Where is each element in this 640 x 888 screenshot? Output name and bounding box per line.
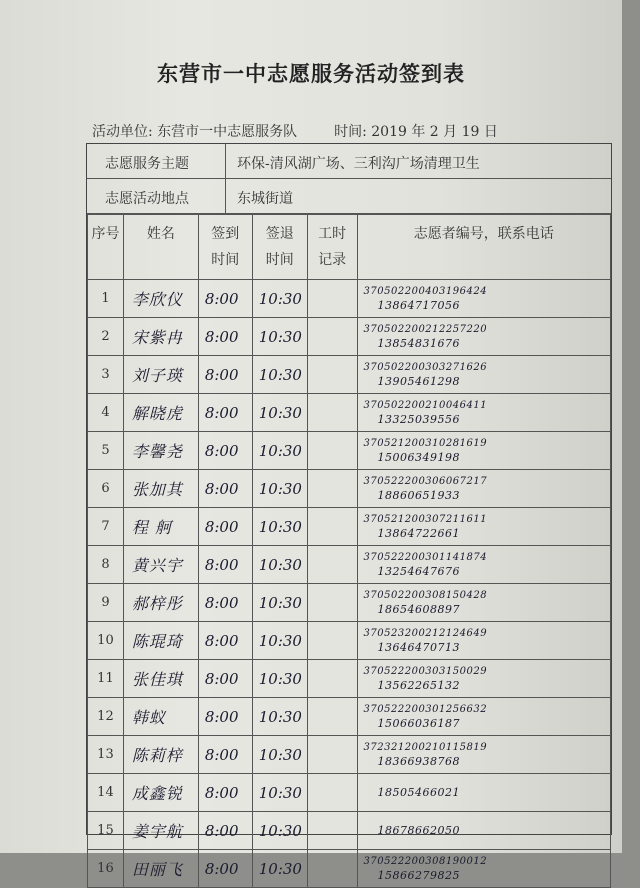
checkout-time: 10:30 xyxy=(258,479,302,498)
row-number: 4 xyxy=(88,394,124,432)
volunteer-id: 372321200210115819 xyxy=(363,741,488,753)
checkin-cell xyxy=(198,280,252,318)
volunteer-name: 李馨尧 xyxy=(131,442,183,461)
checkout-time: 10:30 xyxy=(258,327,302,346)
table-row xyxy=(88,432,611,470)
checkout-time: 10:30 xyxy=(258,365,302,384)
checkin-cell xyxy=(198,432,252,470)
checkin-time: 8:00 xyxy=(204,631,239,650)
col-checkout-line2: 时间 xyxy=(265,252,294,268)
name-cell xyxy=(123,280,198,318)
contact-cell xyxy=(357,850,610,888)
table-row xyxy=(88,850,611,888)
row-number: 10 xyxy=(88,622,124,660)
col-checkin-line1: 签到 xyxy=(211,226,240,242)
volunteer-name: 李欣仪 xyxy=(131,290,183,309)
place-label: 志愿活动地点 xyxy=(105,191,189,207)
checkin-cell xyxy=(198,584,252,622)
checkin-cell xyxy=(198,394,252,432)
table-row xyxy=(88,736,611,774)
checkin-cell xyxy=(198,812,252,850)
checkout-cell xyxy=(252,660,307,698)
checkout-cell xyxy=(252,622,307,660)
checkin-time: 8:00 xyxy=(204,745,239,764)
checkout-time: 10:30 xyxy=(258,289,302,308)
volunteer-name: 解晓虎 xyxy=(131,404,183,423)
phone-number: 15066036187 xyxy=(377,716,461,730)
checkin-cell xyxy=(198,508,252,546)
phone-number: 13254647676 xyxy=(377,564,461,578)
hours-cell xyxy=(307,660,357,698)
phone-number: 13646470713 xyxy=(377,640,461,654)
time-value: 2019 年 2 月 19 日 xyxy=(371,124,498,140)
phone-number: 13864722661 xyxy=(377,526,461,540)
unit-label: 活动单位: xyxy=(92,124,153,140)
contact-cell xyxy=(357,698,610,736)
checkout-time: 10:30 xyxy=(258,707,302,726)
row-number: 9 xyxy=(88,584,124,622)
name-cell xyxy=(123,660,198,698)
checkout-cell xyxy=(252,774,307,812)
phone-number: 18654608897 xyxy=(377,602,461,616)
volunteer-name: 黄兴宇 xyxy=(131,556,183,575)
volunteer-id: 370502200212257220 xyxy=(363,323,488,335)
col-hours-header xyxy=(307,215,357,280)
name-cell xyxy=(123,698,198,736)
checkin-cell xyxy=(198,736,252,774)
hours-cell xyxy=(307,508,357,546)
checkout-cell xyxy=(252,508,307,546)
table-row xyxy=(88,698,611,736)
hours-cell xyxy=(307,736,357,774)
table-row xyxy=(88,318,611,356)
name-cell xyxy=(123,546,198,584)
phone-number: 13854831676 xyxy=(377,336,461,350)
hours-cell xyxy=(307,318,357,356)
col-contact-header: 志愿者编号，联系电话 xyxy=(357,215,610,280)
contact-cell xyxy=(357,622,610,660)
checkout-cell xyxy=(252,812,307,850)
table-row xyxy=(88,356,611,394)
volunteer-id: 370523200212124649 xyxy=(363,627,488,639)
checkout-time: 10:30 xyxy=(258,631,302,650)
name-cell xyxy=(123,812,198,850)
checkout-cell xyxy=(252,470,307,508)
checkin-cell xyxy=(198,622,252,660)
table-row xyxy=(88,394,611,432)
checkout-time: 10:30 xyxy=(258,745,302,764)
hours-cell xyxy=(307,356,357,394)
document-title: 东营市一中志愿服务活动签到表 xyxy=(157,62,465,86)
phone-number: 18366938768 xyxy=(377,754,461,768)
time-label: 时间: xyxy=(334,124,367,140)
phone-number: 13325039556 xyxy=(377,412,461,426)
name-cell xyxy=(123,774,198,812)
checkout-cell xyxy=(252,546,307,584)
checkout-time: 10:30 xyxy=(258,669,302,688)
phone-number: 13864717056 xyxy=(377,298,461,312)
name-cell xyxy=(123,394,198,432)
checkin-time: 8:00 xyxy=(204,783,239,802)
checkin-time: 8:00 xyxy=(204,707,239,726)
hours-cell xyxy=(307,698,357,736)
row-number: 12 xyxy=(88,698,124,736)
row-number: 11 xyxy=(88,660,124,698)
checkout-cell xyxy=(252,356,307,394)
volunteer-id: 370522200301256632 xyxy=(363,703,488,715)
theme-label: 志愿服务主题 xyxy=(105,156,189,172)
phone-number: 15866279825 xyxy=(377,868,461,882)
volunteer-name: 张加其 xyxy=(131,480,183,499)
hours-cell xyxy=(307,812,357,850)
hours-cell xyxy=(307,432,357,470)
checkout-cell xyxy=(252,698,307,736)
phone-number: 15006349198 xyxy=(377,450,461,464)
contact-cell xyxy=(357,774,610,812)
checkout-time: 10:30 xyxy=(258,555,302,574)
volunteer-id: 370522200308190012 xyxy=(363,855,488,867)
phone-number: 13905461298 xyxy=(377,374,461,388)
col-checkin-line2: 时间 xyxy=(211,252,240,268)
row-number: 3 xyxy=(88,356,124,394)
contact-cell xyxy=(357,356,610,394)
name-cell xyxy=(123,356,198,394)
name-cell xyxy=(123,508,198,546)
signin-table xyxy=(87,214,611,888)
volunteer-id: 370502200210046411 xyxy=(363,399,488,411)
table-row xyxy=(88,660,611,698)
checkin-time: 8:00 xyxy=(204,441,239,460)
unit-value: 东营市一中志愿服务队 xyxy=(157,124,298,140)
signin-sheet xyxy=(86,143,612,882)
checkin-cell xyxy=(198,698,252,736)
name-cell xyxy=(123,318,198,356)
row-number: 6 xyxy=(88,470,124,508)
checkin-time: 8:00 xyxy=(204,859,239,878)
row-number: 2 xyxy=(88,318,124,356)
checkin-time: 8:00 xyxy=(204,289,239,308)
col-name-header: 姓名 xyxy=(123,215,198,280)
contact-cell xyxy=(357,546,610,584)
table-row xyxy=(88,774,611,812)
volunteer-name: 宋紫冉 xyxy=(131,328,183,347)
row-number: 16 xyxy=(88,850,124,888)
row-number: 13 xyxy=(88,736,124,774)
checkout-cell xyxy=(252,394,307,432)
checkout-time: 10:30 xyxy=(258,403,302,422)
checkin-time: 8:00 xyxy=(204,365,239,384)
checkin-cell xyxy=(198,318,252,356)
table-row xyxy=(88,812,611,850)
hours-cell xyxy=(307,774,357,812)
volunteer-id: 370502200308150428 xyxy=(363,589,488,601)
contact-cell xyxy=(357,660,610,698)
checkout-time: 10:30 xyxy=(258,517,302,536)
name-cell xyxy=(123,584,198,622)
volunteer-id: 370522200306067217 xyxy=(363,475,488,487)
checkout-time: 10:30 xyxy=(258,441,302,460)
volunteer-name: 陈琨琦 xyxy=(131,632,183,651)
checkin-cell xyxy=(198,850,252,888)
table-row xyxy=(88,508,611,546)
col-hours-line1: 工时 xyxy=(318,226,347,242)
checkout-cell xyxy=(252,736,307,774)
checkin-time: 8:00 xyxy=(204,821,239,840)
hours-cell xyxy=(307,584,357,622)
contact-cell xyxy=(357,584,610,622)
hours-cell xyxy=(307,470,357,508)
table-row xyxy=(88,584,611,622)
contact-cell xyxy=(357,508,610,546)
volunteer-name: 刘子瑛 xyxy=(131,366,183,385)
row-number: 5 xyxy=(88,432,124,470)
volunteer-id: 370521200307211611 xyxy=(363,513,488,525)
name-cell xyxy=(123,850,198,888)
checkin-cell xyxy=(198,774,252,812)
checkout-time: 10:30 xyxy=(258,783,302,802)
hours-cell xyxy=(307,622,357,660)
checkin-time: 8:00 xyxy=(204,517,239,536)
checkin-time: 8:00 xyxy=(204,669,239,688)
contact-cell xyxy=(357,432,610,470)
checkin-cell xyxy=(198,660,252,698)
contact-cell xyxy=(357,318,610,356)
volunteer-id: 370502200403196424 xyxy=(363,285,488,297)
checkin-time: 8:00 xyxy=(204,327,239,346)
volunteer-name: 韩蚁 xyxy=(131,708,166,727)
name-cell xyxy=(123,736,198,774)
table-row xyxy=(88,470,611,508)
table-row xyxy=(88,280,611,318)
place-row xyxy=(87,179,611,214)
checkin-time: 8:00 xyxy=(204,403,239,422)
contact-cell xyxy=(357,470,610,508)
hours-cell xyxy=(307,280,357,318)
row-number: 15 xyxy=(88,812,124,850)
contact-cell xyxy=(357,280,610,318)
row-number: 7 xyxy=(88,508,124,546)
checkout-time: 10:30 xyxy=(258,859,302,878)
col-checkout-line1: 签退 xyxy=(265,226,294,242)
checkout-cell xyxy=(252,280,307,318)
contact-cell xyxy=(357,812,610,850)
checkout-time: 10:30 xyxy=(258,593,302,612)
hours-cell xyxy=(307,546,357,584)
checkin-time: 8:00 xyxy=(204,555,239,574)
volunteer-name: 郝梓彤 xyxy=(131,594,183,613)
header-line xyxy=(92,121,498,141)
volunteer-name: 田丽飞 xyxy=(131,860,183,879)
name-cell xyxy=(123,622,198,660)
volunteer-id: 370522200301141874 xyxy=(363,551,488,563)
volunteer-name: 程 舸 xyxy=(131,518,172,537)
table-row xyxy=(88,622,611,660)
phone-number: 18860651933 xyxy=(377,488,461,502)
volunteer-id: 370521200310281619 xyxy=(363,437,488,449)
phone-number: 18505466021 xyxy=(377,785,461,799)
volunteer-name: 成鑫锐 xyxy=(131,784,183,803)
col-hours-line2: 记录 xyxy=(318,252,347,268)
checkin-cell xyxy=(198,356,252,394)
checkout-time: 10:30 xyxy=(258,821,302,840)
theme-row xyxy=(87,144,611,179)
hours-cell xyxy=(307,394,357,432)
name-cell xyxy=(123,432,198,470)
table-header-row xyxy=(88,215,611,280)
checkin-cell xyxy=(198,470,252,508)
contact-cell xyxy=(357,394,610,432)
place-value: 东城街道 xyxy=(237,191,293,207)
volunteer-id: 370522200303150029 xyxy=(363,665,488,677)
row-number: 1 xyxy=(88,280,124,318)
checkin-time: 8:00 xyxy=(204,593,239,612)
checkin-cell xyxy=(198,546,252,584)
volunteer-name: 姜宇航 xyxy=(131,822,183,841)
table-row xyxy=(88,546,611,584)
volunteer-name: 张佳琪 xyxy=(131,670,183,689)
name-cell xyxy=(123,470,198,508)
theme-value: 环保-清风湖广场、三利沟广场清理卫生 xyxy=(237,156,480,172)
phone-number: 13562265132 xyxy=(377,678,461,692)
volunteer-id: 370502200303271626 xyxy=(363,361,488,373)
checkout-cell xyxy=(252,432,307,470)
checkout-cell xyxy=(252,850,307,888)
volunteer-name: 陈莉梓 xyxy=(131,746,183,765)
phone-number: 18678662050 xyxy=(377,823,461,837)
checkin-time: 8:00 xyxy=(204,479,239,498)
col-no-header: 序号 xyxy=(88,215,124,280)
checkout-cell xyxy=(252,584,307,622)
checkout-cell xyxy=(252,318,307,356)
row-number: 14 xyxy=(88,774,124,812)
col-checkout-header xyxy=(252,215,307,280)
row-number: 8 xyxy=(88,546,124,584)
hours-cell xyxy=(307,850,357,888)
col-checkin-header xyxy=(198,215,252,280)
contact-cell xyxy=(357,736,610,774)
